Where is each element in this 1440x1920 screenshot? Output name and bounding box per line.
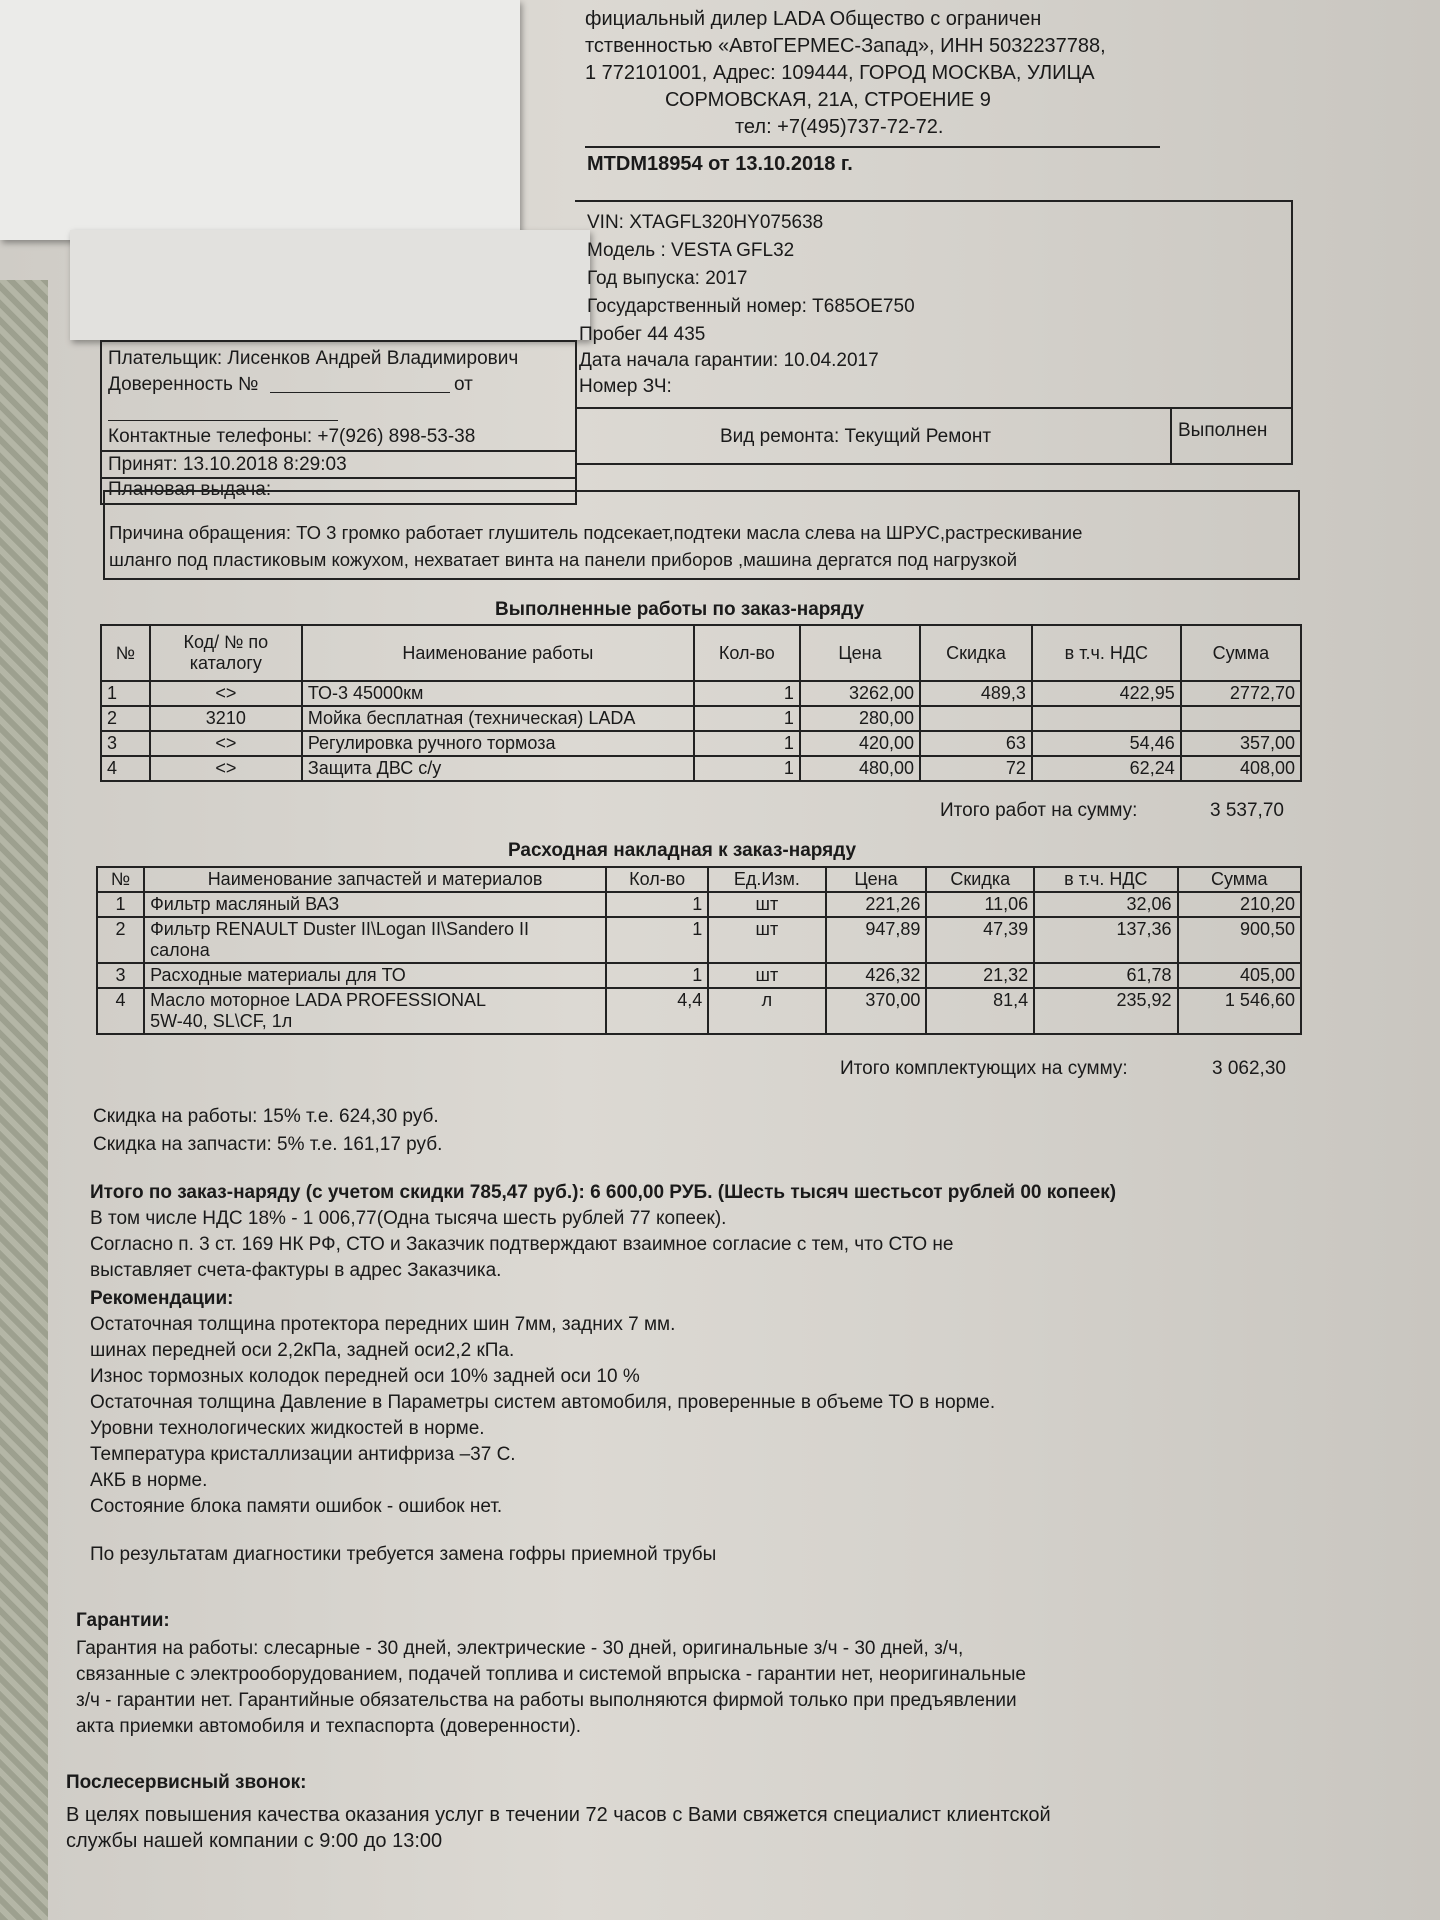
cell-price: 280,00 xyxy=(800,706,920,731)
cell-discount: 63 xyxy=(920,731,1032,756)
cell-discount: 72 xyxy=(920,756,1032,781)
cell-discount: 11,06 xyxy=(926,892,1034,917)
table-row xyxy=(97,988,1301,1034)
cell-name-line: Фильтр RENAULT Duster II\Logan II\Sandero II xyxy=(150,919,530,939)
column-header: Кол-во xyxy=(606,867,708,892)
call-line: В целях повышения качества оказания услуг в течении 72 часов с Вами свяжется специалист клиентской xyxy=(66,1804,1051,1826)
recommendation-line: АКБ в норме. xyxy=(90,1470,208,1491)
order-summary xyxy=(90,1180,1116,1568)
cell-unit: л xyxy=(708,988,825,1034)
order-total: Итого по заказ-наряду (с учетом скидки 785,47 руб.): 6 600,00 РУБ. (Шесть тысяч шестьсот рублей 00 копеек) xyxy=(90,1182,1117,1203)
cell-vat: 422,95 xyxy=(1032,681,1181,706)
cell-code: <> xyxy=(150,681,302,706)
cell-price: 426,32 xyxy=(826,963,927,988)
cell-vat xyxy=(1032,706,1181,731)
cell-qty: 1 xyxy=(694,756,800,781)
cell-price: 420,00 xyxy=(800,731,920,756)
divider xyxy=(1170,407,1172,463)
cell-name xyxy=(144,963,606,988)
overlapping-paper xyxy=(0,0,520,240)
cell-vat: 32,06 xyxy=(1034,892,1177,917)
cell-unit: шт xyxy=(708,917,825,963)
cell-sum: 900,50 xyxy=(1178,917,1301,963)
cell-qty: 4,4 xyxy=(606,988,708,1034)
table-header-row xyxy=(101,625,1301,681)
cell-code: <> xyxy=(150,731,302,756)
column-header: Наименование запчастей и материалов xyxy=(144,867,606,892)
works-total: 3 537,70 xyxy=(1210,800,1284,821)
cell-qty: 1 xyxy=(606,892,708,917)
header-line: тел: +7(495)737-72-72. xyxy=(735,116,944,138)
cell-vat: 137,36 xyxy=(1034,917,1177,963)
cell-price: 370,00 xyxy=(826,988,927,1034)
cell-discount: 81,4 xyxy=(926,988,1034,1034)
column-header: в т.ч. НДС xyxy=(1034,867,1177,892)
table-row xyxy=(97,892,1301,917)
cell-discount: 21,32 xyxy=(926,963,1034,988)
table-row xyxy=(97,963,1301,988)
payer-box xyxy=(100,340,577,505)
dealer-header xyxy=(585,6,1106,141)
invoice-agreement: выставляет счета-фактуры в адрес Заказчика. xyxy=(90,1260,502,1281)
column-header: Сумма xyxy=(1181,625,1301,681)
column-header: № xyxy=(97,867,144,892)
warranty-title: Гарантии: xyxy=(76,1610,170,1631)
parts-title: Расходная накладная к заказ-наряду xyxy=(508,840,857,861)
recommendation-line: Состояние блока памяти ошибок - ошибок нет. xyxy=(90,1496,503,1517)
cell-code: 3210 xyxy=(150,706,302,731)
attorney-from-label: от xyxy=(454,374,473,395)
power-of-attorney-label: Доверенность № xyxy=(108,374,259,395)
warranty-line: связанные с электрооборудованием, подачей топлива и системой впрыска - гарантии нет, неоригинальные xyxy=(76,1664,1026,1685)
call-line: службы нашей компании с 9:00 до 13:00 xyxy=(66,1830,443,1852)
cell-sum: 408,00 xyxy=(1181,756,1301,781)
contact-phones: Контактные телефоны: +7(926) 898-53-38 xyxy=(108,426,476,447)
table-row xyxy=(101,706,1301,731)
vat-total: В том числе НДС 18% - 1 006,77(Одна тысяча шесть рублей 77 копеек). xyxy=(90,1208,727,1229)
recommendation-line: шинах передней оси 2,2кПа, задней оси2,2 кПа. xyxy=(90,1340,515,1361)
cell-sum: 1 546,60 xyxy=(1178,988,1301,1034)
recommendation-line: Остаточная толщина Давление в Параметры систем автомобиля, проверенные в объеме ТО в норме. xyxy=(90,1392,996,1413)
column-header: Скидка xyxy=(920,625,1032,681)
column-header: Код/ № по каталогу xyxy=(150,625,302,681)
header-line: СОРМОВСКАЯ, 21А, СТРОЕНИЕ 9 xyxy=(665,89,991,111)
invoice-agreement: Согласно п. 3 ст. 169 НК РФ, СТО и Заказчик подтверждают взаимное согласие с тем, что СТО не xyxy=(90,1234,954,1255)
cell-sum xyxy=(1181,706,1301,731)
column-header: № xyxy=(101,625,150,681)
cell-vat: 54,46 xyxy=(1032,731,1181,756)
year: Год выпуска: 2017 xyxy=(587,268,748,289)
cell-sum: 405,00 xyxy=(1178,963,1301,988)
cell-code: <> xyxy=(150,756,302,781)
parts-total: 3 062,30 xyxy=(1212,1058,1286,1079)
column-header: Сумма xyxy=(1178,867,1301,892)
cell-number: 2 xyxy=(101,706,150,731)
header-divider xyxy=(585,146,1160,148)
cell-name: ТО-3 45000км xyxy=(302,681,694,706)
column-header: Скидка xyxy=(926,867,1034,892)
cell-number: 1 xyxy=(97,892,144,917)
recommendation-line: Остаточная толщина протектора передних шин 7мм, задних 7 мм. xyxy=(90,1314,676,1335)
plate-number: Государственный номер: Т685ОЕ750 xyxy=(587,296,915,317)
cell-price: 3262,00 xyxy=(800,681,920,706)
divider xyxy=(575,407,1291,409)
status: Выполнен xyxy=(1178,420,1268,441)
column-header: в т.ч. НДС xyxy=(1032,625,1181,681)
cell-unit: шт xyxy=(708,963,825,988)
table-row xyxy=(101,756,1301,781)
fabric-background xyxy=(0,280,48,1920)
cell-qty: 1 xyxy=(694,706,800,731)
table-row xyxy=(101,731,1301,756)
table-row xyxy=(97,917,1301,963)
mileage: Пробег 44 435 xyxy=(579,324,706,345)
parts-table xyxy=(96,866,1302,1035)
table-row xyxy=(101,681,1301,706)
overlapping-paper xyxy=(70,230,590,340)
parts-discount: Скидка на запчасти: 5% т.е. 161,17 руб. xyxy=(93,1134,443,1155)
cell-qty: 1 xyxy=(606,917,708,963)
reason-box xyxy=(103,490,1300,580)
accepted-date: Принят: 13.10.2018 8:29:03 xyxy=(108,454,347,475)
cell-price: 947,89 xyxy=(826,917,927,963)
recommendation-line: Износ тормозных колодок передней оси 10% задней оси 10 % xyxy=(90,1366,640,1387)
call-title: Послесервисный звонок: xyxy=(66,1772,307,1793)
order-number: MTDM18954 от 13.10.2018 г. xyxy=(587,153,853,175)
cell-sum: 210,20 xyxy=(1178,892,1301,917)
cell-unit: шт xyxy=(708,892,825,917)
cell-name xyxy=(144,892,606,917)
repair-type: Вид ремонта: Текущий Ремонт xyxy=(720,426,992,447)
cell-discount: 489,3 xyxy=(920,681,1032,706)
cell-vat: 235,92 xyxy=(1034,988,1177,1034)
table-header-row xyxy=(97,867,1301,892)
cell-number: 4 xyxy=(101,756,150,781)
warranty-start: Дата начала гарантии: 10.04.2017 xyxy=(579,350,879,371)
model: Модель : VESTA GFL32 xyxy=(587,240,795,261)
planned-delivery: Плановая выдача: xyxy=(108,479,272,500)
recommendations-title: Рекомендации: xyxy=(90,1288,234,1309)
reason-line: Причина обращения: ТО 3 громко работает глушитель подсекает,подтеки масла слева на ШРУС,растрескивание xyxy=(109,522,1083,543)
works-title: Выполненные работы по заказ-наряду xyxy=(495,599,865,620)
cell-price: 480,00 xyxy=(800,756,920,781)
column-header: Цена xyxy=(800,625,920,681)
cell-name-line: Масло моторное LADA PROFESSIONAL xyxy=(150,990,487,1010)
vehicle-info-box xyxy=(575,200,1293,465)
cell-name-line: Фильтр масляный ВАЗ xyxy=(150,894,340,914)
recommendation-line: Температура кристаллизации антифриза –37 С. xyxy=(90,1444,516,1465)
works-total-label: Итого работ на сумму: xyxy=(940,800,1138,821)
header-line: фициальный дилер LADA Общество с ограничен xyxy=(585,8,1042,30)
cell-sum: 2772,70 xyxy=(1181,681,1301,706)
warranty-line: Гарантия на работы: слесарные - 30 дней, электрические - 30 дней, оригинальные з/ч - 30 дней, з/ч, xyxy=(76,1638,964,1659)
cell-name-line: салона xyxy=(150,940,210,960)
cell-number: 3 xyxy=(97,963,144,988)
column-header: Кол-во xyxy=(694,625,800,681)
cell-discount: 47,39 xyxy=(926,917,1034,963)
cell-discount xyxy=(920,706,1032,731)
cell-number: 3 xyxy=(101,731,150,756)
header-line: 1 772101001, Адрес: 109444, ГОРОД МОСКВА, УЛИЦА xyxy=(585,62,1095,84)
parts-number: Номер ЗЧ: xyxy=(579,376,672,397)
cell-qty: 1 xyxy=(606,963,708,988)
cell-qty: 1 xyxy=(694,681,800,706)
column-header: Ед.Изм. xyxy=(708,867,825,892)
cell-name xyxy=(144,988,606,1034)
cell-name-line: 5W-40, SL\CF, 1л xyxy=(150,1011,293,1031)
cell-sum: 357,00 xyxy=(1181,731,1301,756)
warranty-line: з/ч - гарантии нет. Гарантийные обязательства на работы выполняются фирмой только при предъявлении xyxy=(76,1690,1017,1711)
parts-total-label: Итого комплектующих на сумму: xyxy=(840,1058,1128,1079)
cell-name: Регулировка ручного тормоза xyxy=(302,731,694,756)
warranty-section xyxy=(76,1608,1026,1740)
column-header: Наименование работы xyxy=(302,625,694,681)
recommendation-line: Уровни технологических жидкостей в норме. xyxy=(90,1418,485,1439)
post-service-call-section xyxy=(66,1770,1051,1854)
header-line: тственностью «АвтоГЕРМЕС-Запад», ИНН 5032237788, xyxy=(585,35,1106,57)
works-table xyxy=(100,624,1302,782)
attorney-date-line xyxy=(108,420,338,421)
payer: Плательщик: Лисенков Андрей Владимирович xyxy=(108,348,519,369)
cell-name: Защита ДВС с/у xyxy=(302,756,694,781)
reason-line: шланго под пластиковым кожухом, нехватает винта на панели приборов ,машина дергатся под нагрузкой xyxy=(109,549,1018,570)
diagnostics-note: По результатам диагностики требуется замена гофры приемной трубы xyxy=(90,1544,717,1565)
cell-name xyxy=(144,917,606,963)
cell-number: 4 xyxy=(97,988,144,1034)
cell-price: 221,26 xyxy=(826,892,927,917)
cell-vat: 62,24 xyxy=(1032,756,1181,781)
vin: VIN: XTAGFL320HY075638 xyxy=(587,212,824,233)
works-discount: Скидка на работы: 15% т.е. 624,30 руб. xyxy=(93,1106,439,1127)
cell-vat: 61,78 xyxy=(1034,963,1177,988)
cell-name-line: Расходные материалы для ТО xyxy=(150,965,406,985)
cell-qty: 1 xyxy=(694,731,800,756)
warranty-line: акта приемки автомобиля и техпаспорта (доверенности). xyxy=(76,1716,582,1737)
column-header: Цена xyxy=(826,867,927,892)
cell-number: 1 xyxy=(101,681,150,706)
attorney-number-line xyxy=(270,392,450,393)
cell-number: 2 xyxy=(97,917,144,963)
cell-name: Мойка бесплатная (техническая) LADA xyxy=(302,706,694,731)
